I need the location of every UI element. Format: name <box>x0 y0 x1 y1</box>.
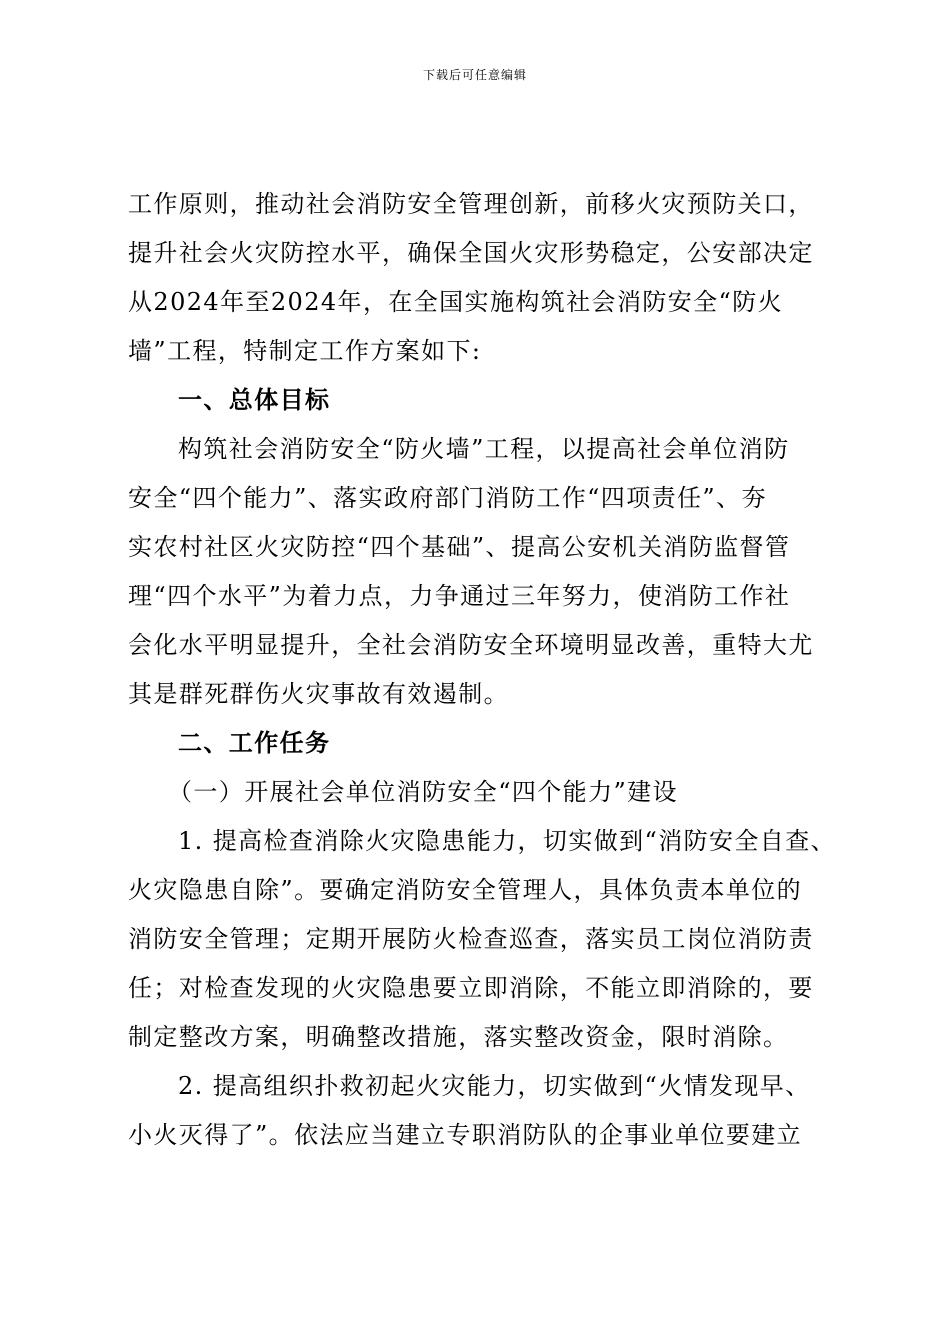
text-line: 构筑社会消防安全“防火墙”工程，以提高社会单位消防 <box>178 435 790 463</box>
text-line: 小火灭得了”。依法应当建立专职消防队的企事业单位要建立 <box>128 1121 803 1149</box>
text-line: 火灾隐患自除”。要确定消防安全管理人，具体负责本单位的 <box>128 876 803 904</box>
text-line: 任；对检查发现的火灾隐患要立即消除，不能立即消除的，要 <box>128 974 814 1002</box>
text-line: 墙”工程，特制定工作方案如下: <box>128 337 482 365</box>
text-line: 提升社会火灾防控水平，确保全国火灾形势稳定，公安部决定 <box>128 239 814 267</box>
text-line: 理“四个水平”为着力点，力争通过三年努力，使消防工作社 <box>128 582 791 610</box>
intro-paragraph <box>128 180 833 376</box>
item-2-paragraph <box>128 1062 833 1160</box>
text-line: 安全“四个能力”、落实政府部门消防工作“四项责任”、夯 <box>128 484 767 512</box>
item-1-paragraph <box>128 817 836 1062</box>
text-line: 会化水平明显提升，全社会消防安全环境明显改善，重特大尤 <box>128 631 814 659</box>
page-header: 下载后可任意编辑 <box>422 68 527 82</box>
text-line: 实农村社区火灾防控“四个基础”、提高公安机关消防监督管 <box>128 533 791 561</box>
overall-goal-paragraph <box>128 425 833 719</box>
text-line: 1. 提高检查消除火灾隐患能力，切实做到“消防安全自查、 <box>178 827 836 855</box>
text-line: 从2024年至2024年，在全国实施构筑社会消防安全“防火 <box>128 288 784 316</box>
text-line: 其是群死群伤火灾事故有效遏制。 <box>128 680 509 708</box>
subsection-heading: （一）开展社会单位消防安全“四个能力”建设 <box>168 778 678 806</box>
text-line: 2. 提高组织扑救初起火灾能力，切实做到“火情发现早、 <box>178 1072 811 1100</box>
text-line: 制定整改方案，明确整改措施，落实整改资金，限时消除。 <box>128 1023 789 1051</box>
text-line: 工作原则，推动社会消防安全管理创新，前移火灾预防关口， <box>128 190 814 218</box>
section-heading-work-tasks: 二、工作任务 <box>178 729 331 757</box>
section-heading-overall-goal: 一、总体目标 <box>178 386 331 414</box>
text-line: 消防安全管理；定期开展防火检查巡查，落实员工岗位消防责 <box>128 925 814 953</box>
document-body <box>128 180 836 1160</box>
